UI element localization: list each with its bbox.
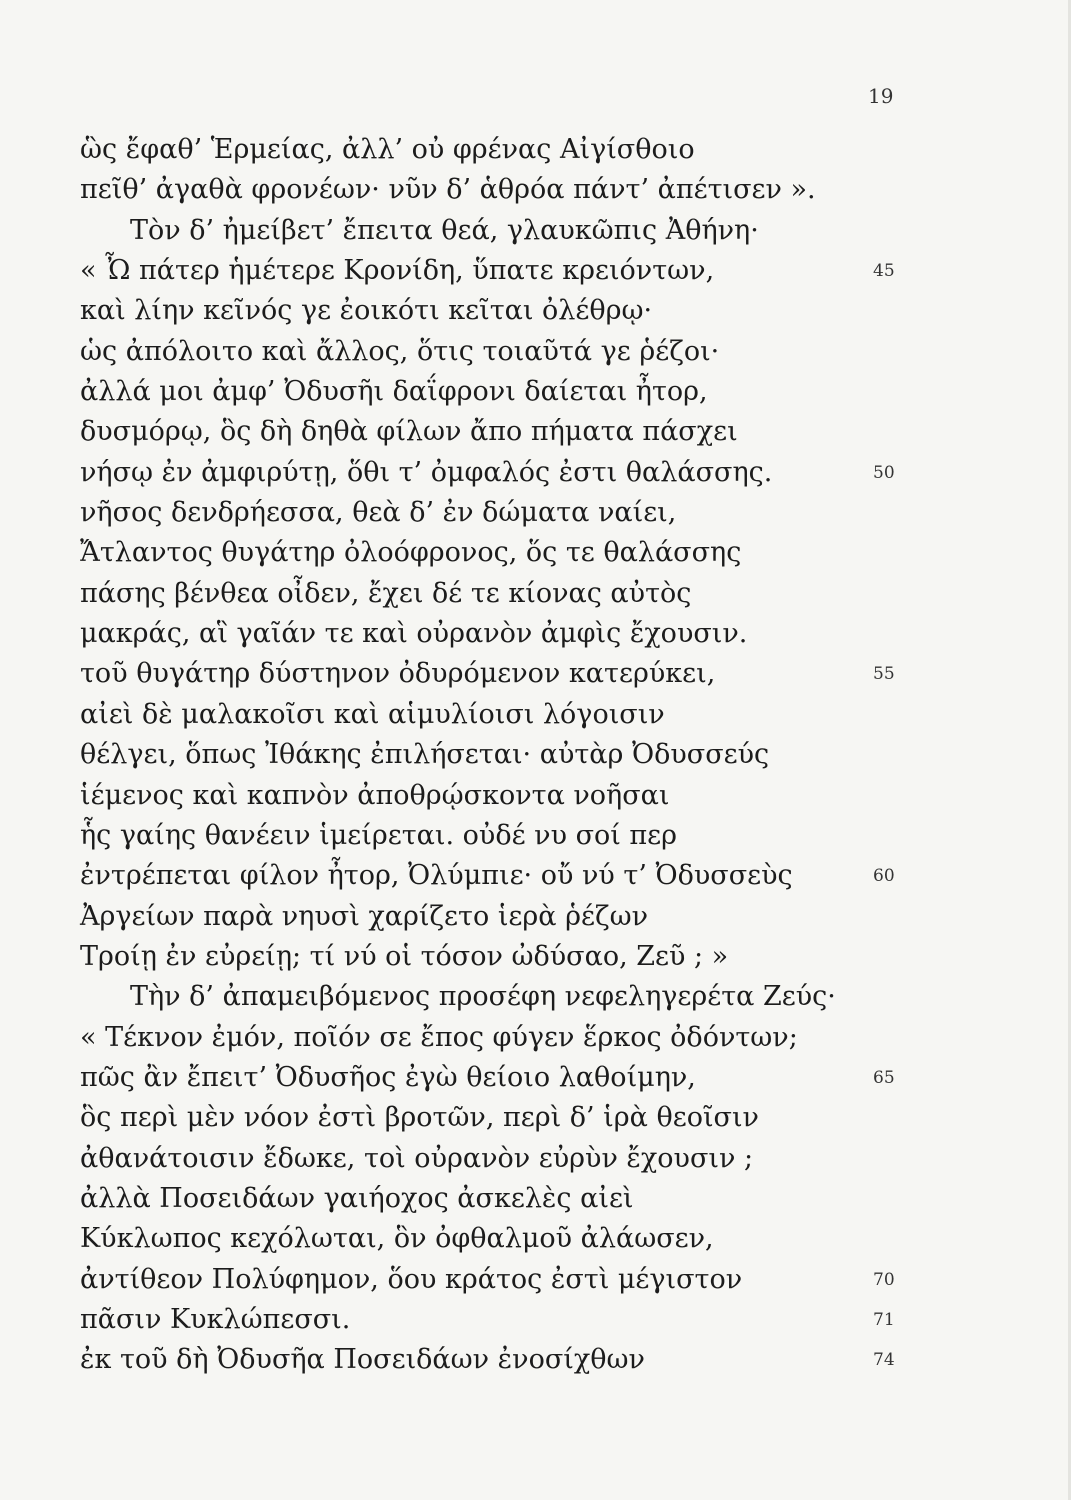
verse-line bbox=[80, 251, 980, 291]
verse-text: νήσῳ ἐν ἀμφιρύτῃ, ὅθι τ’ ὀμφαλός ἐστι θαλάσσης. bbox=[80, 456, 773, 488]
line-number: 71 bbox=[873, 1309, 895, 1330]
verse-line bbox=[80, 735, 980, 775]
verse-text: ὃς περὶ μὲν νόον ἐστὶ βροτῶν, περὶ δ’ ἱρὰ θεοῖσιν bbox=[80, 1102, 759, 1134]
verse-line bbox=[80, 1018, 980, 1058]
verse-line bbox=[80, 1179, 980, 1219]
verse-text: δυσμόρῳ, ὃς δὴ δηθὰ φίλων ἄπο πήματα πάσχει bbox=[80, 416, 738, 448]
verse-line bbox=[80, 372, 980, 412]
verse-line bbox=[80, 1219, 980, 1259]
verse-text: ἱέμενος καὶ καπνὸν ἀποθρῴσκοντα νοῆσαι bbox=[80, 779, 670, 811]
verse-text: ἐντρέπεται φίλον ἦτορ, Ὀλύμπιε· οὔ νύ τ’ Ὀδυσσεὺς bbox=[80, 860, 793, 892]
verse-line bbox=[80, 695, 980, 735]
verse-text: πάσης βένθεα οἶδεν, ἔχει δέ τε κίονας αὐτὸς bbox=[80, 577, 692, 609]
verse-text: Ἄτλαντος θυγάτηρ ὀλοόφρονος, ὅς τε θαλάσσης bbox=[80, 537, 742, 569]
line-number: 70 bbox=[873, 1269, 895, 1290]
verse-text: Κύκλωπος κεχόλωται, ὃν ὀφθαλμοῦ ἀλάωσεν, bbox=[80, 1223, 714, 1255]
verse-text: καὶ λίην κεῖνός γε ἐοικότι κεῖται ὀλέθρῳ· bbox=[80, 295, 653, 327]
verse-text: αἰεὶ δὲ μαλακοῖσι καὶ αἱμυλίοισι λόγοισιν bbox=[80, 698, 665, 730]
verse-line bbox=[80, 1058, 980, 1098]
verse-text: Τὸν δ’ ἠμείβετ’ ἔπειτα θεά, γλαυκῶπις Ἀθήνη· bbox=[130, 214, 759, 246]
verse-text: πεῖθ’ ἀγαθὰ φρονέων· νῦν δ’ ἁθρόα πάντ’ ἀπέτισεν ». bbox=[80, 174, 816, 206]
verse-line bbox=[80, 1098, 980, 1138]
verse-text: πᾶσιν Κυκλώπεσσι. bbox=[80, 1303, 351, 1335]
verse-text: ἀλλά μοι ἀμφ’ Ὀδυσῆι δαΐφρονι δαίεται ἦτορ, bbox=[80, 376, 708, 408]
verse-text: ἧς γαίης θανέειν ἱμείρεται. οὐδέ νυ σοί περ bbox=[80, 819, 678, 851]
verse-text: ὣς ἔφαθ’ Ἑρμείας, ἀλλ’ οὐ φρένας Αἰγίσθοιο bbox=[80, 134, 695, 165]
verse-text: νῆσος δενδρήεσσα, θεὰ δ’ ἐν δώματα ναίει, bbox=[80, 497, 677, 529]
verse-line bbox=[80, 211, 980, 251]
verse-line bbox=[80, 574, 980, 614]
verse-text: Τὴν δ’ ἀπαμειβόμενος προσέφη νεφεληγερέτα Ζεύς· bbox=[130, 981, 836, 1013]
verse-text: ἐκ τοῦ δὴ Ὀδυσῆα Ποσειδάων ἐνοσίχθων bbox=[80, 1344, 645, 1376]
verse-text: « Τέκνον ἐμόν, ποῖόν σε ἔπος φύγεν ἕρκος ὀδόντων; bbox=[80, 1021, 798, 1053]
verse-text: Ἀργείων παρὰ νηυσὶ χαρίζετο ἱερὰ ῥέζων bbox=[80, 900, 649, 932]
verse-text: τοῦ θυγάτηρ δύστηνον ὀδυρόμενον κατερύκει, bbox=[80, 658, 716, 690]
verse-line bbox=[80, 130, 980, 170]
line-number: 50 bbox=[873, 462, 895, 483]
verse-line bbox=[80, 856, 980, 896]
line-number: 74 bbox=[873, 1350, 895, 1371]
verse-text: ἀθανάτοισιν ἔδωκε, τοὶ οὐρανὸν εὐρὺν ἔχουσιν ; bbox=[80, 1142, 754, 1174]
verse-text: ἀντίθεον Πολύφημον, ὅου κράτος ἐστὶ μέγιστον bbox=[80, 1263, 743, 1295]
verse-text: πῶς ἂν ἔπειτ’ Ὀδυσῆος ἐγὼ θείοιο λαθοίμην, bbox=[80, 1061, 696, 1093]
verse-line bbox=[80, 493, 980, 533]
verse-line bbox=[80, 1300, 980, 1340]
verse-text: μακράς, αἳ γαῖάν τε καὶ οὐρανὸν ἀμφὶς ἔχουσιν. bbox=[80, 618, 748, 650]
verse-text: Τροίῃ ἐν εὐρείῃ; τί νύ οἱ τόσον ὠδύσαο, Ζεῦ ; » bbox=[80, 940, 729, 972]
verse-text: θέλγει, ὅπως Ἰθάκης ἐπιλήσεται· αὐτὰρ Ὀδυσσεύς bbox=[80, 739, 770, 771]
line-number: 60 bbox=[873, 866, 895, 887]
verse-text: « Ὦ πάτερ ἡμέτερε Κρονίδη, ὕπατε κρειόντων, bbox=[80, 255, 715, 287]
verse-line bbox=[80, 977, 980, 1017]
verse-line bbox=[80, 897, 980, 937]
verse-line bbox=[80, 533, 980, 573]
verse-block bbox=[80, 130, 980, 1381]
verse-line bbox=[80, 654, 980, 694]
verse-line bbox=[80, 170, 980, 210]
verse-line bbox=[80, 776, 980, 816]
verse-line bbox=[80, 291, 980, 331]
verse-line bbox=[80, 1260, 980, 1300]
verse-line bbox=[80, 937, 980, 977]
verse-line bbox=[80, 453, 980, 493]
verse-line bbox=[80, 614, 980, 654]
verse-line bbox=[80, 1139, 980, 1179]
line-number: 55 bbox=[873, 664, 895, 685]
verse-line bbox=[80, 412, 980, 452]
verse-line bbox=[80, 816, 980, 856]
verse-line bbox=[80, 332, 980, 372]
verse-line bbox=[80, 1340, 980, 1380]
line-number: 45 bbox=[873, 261, 895, 282]
verse-text: ὡς ἀπόλοιτο καὶ ἄλλος, ὅτις τοιαῦτά γε ῥέζοι· bbox=[80, 335, 720, 367]
verse-text: ἀλλὰ Ποσειδάων γαιήοχος ἀσκελὲς αἰεὶ bbox=[80, 1182, 634, 1214]
page-number: 19 bbox=[868, 84, 894, 108]
line-number: 65 bbox=[873, 1067, 895, 1088]
